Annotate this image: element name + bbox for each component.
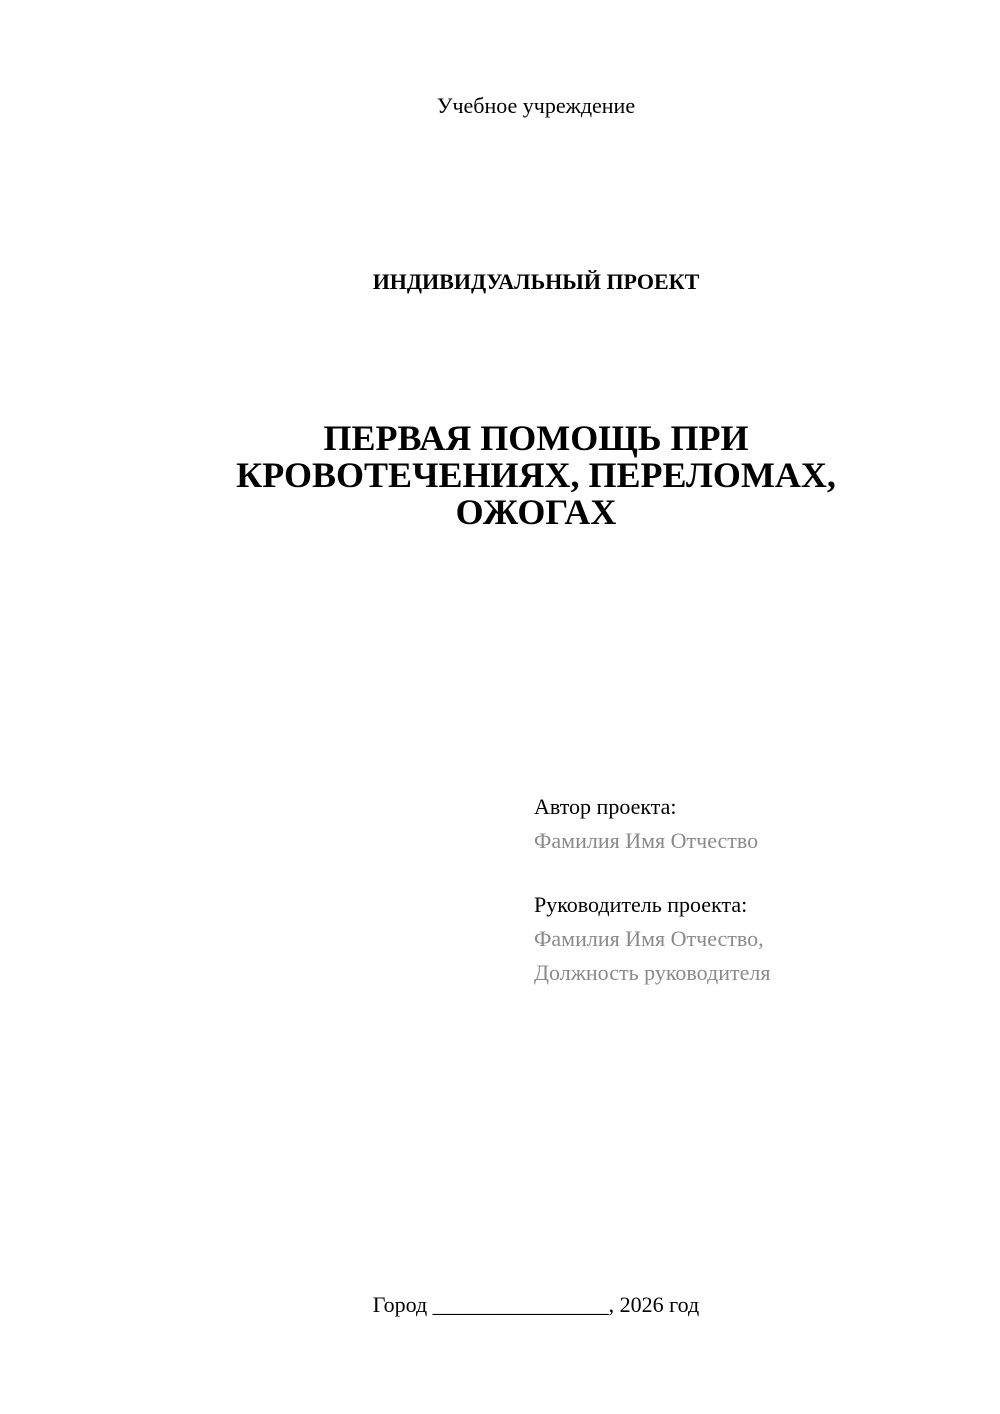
supervisor-name: Фамилия Имя Отчество, [534,926,764,951]
credits-block [534,790,974,990]
supervisor-position: Должность руководителя [534,960,771,985]
project-title [0,420,1000,531]
project-title-line: КРОВОТЕЧЕНИЯХ, ПЕРЕЛОМАХ, [236,455,836,495]
project-title-line: ОЖОГАХ [455,492,617,532]
supervisor-label: Руководитель проекта: [534,892,748,917]
credits-spacer [534,858,974,888]
institution-name: Учебное учреждение [436,93,636,118]
project-title-line: ПЕРВАЯ ПОМОЩЬ ПРИ [323,418,749,458]
author-label: Автор проекта: [534,794,677,819]
city-year-footer: Город ________________, 2026 год [372,1292,700,1317]
author-name: Фамилия Имя Отчество [534,828,759,853]
project-type-heading: ИНДИВИДУАЛЬНЫЙ ПРОЕКТ [372,269,700,294]
